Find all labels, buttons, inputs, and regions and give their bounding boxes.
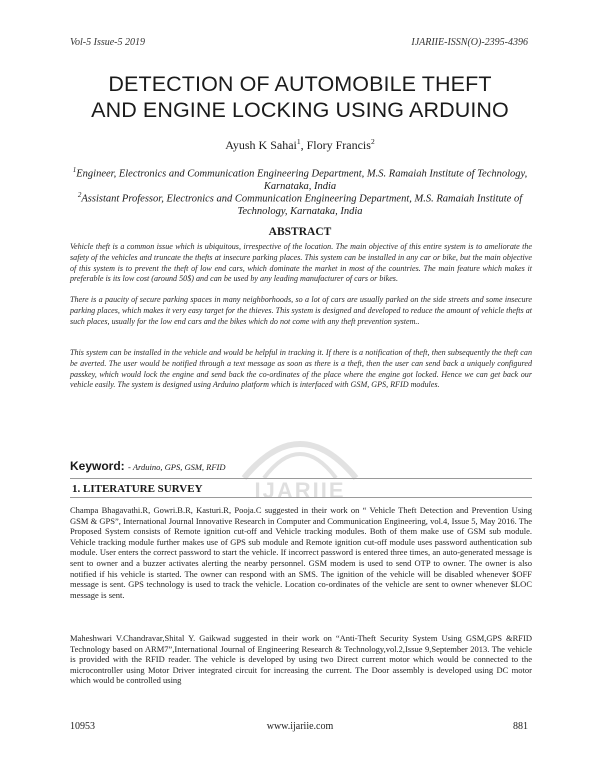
author-separator: , xyxy=(300,138,307,152)
author-list xyxy=(0,137,600,153)
journal-watermark xyxy=(234,420,366,503)
section-heading: 1. LITERATURE SURVEY xyxy=(72,483,203,495)
title-line-1: DETECTION OF AUTOMOBILE THEFT xyxy=(108,72,492,96)
abstract-paragraph-1: Vehicle theft is a common issue which is ubiquitous, irrespective of the location. The main objective of this entire system is to ameliorate the safety of the vehicles and truncate the thefts at insecure parking places. This system can be installed in any car or bike, but the main objective of this system is to prevent the theft of low end cars, which dominate the market in most of the countries. The main feature which makes it preferable is its low cost (around 50$) and can be used by any leading manufacturer of cars or bikes. xyxy=(70,242,532,284)
footer-paper-id: 10953 xyxy=(70,721,95,732)
title-line-2: AND ENGINE LOCKING USING ARDUINO xyxy=(91,98,509,122)
author-2: Flory Francis xyxy=(306,138,371,152)
affiliation-2-text: Assistant Professor, Electronics and Communication Engineering Department, M.S. Ramaiah Institute of Technology, Karnataka, India xyxy=(81,193,523,217)
affiliation-2-mark: 2 xyxy=(77,191,82,199)
section-rule-bottom xyxy=(70,497,532,498)
abstract-heading: ABSTRACT xyxy=(268,226,332,238)
footer-website: www.ijariie.com xyxy=(266,721,334,732)
affiliation-1-text: Engineer, Electronics and Communication Engineering Department, M.S. Ramaiah Institute of Technology, Karnataka, India xyxy=(76,168,528,192)
paper-title xyxy=(0,71,600,123)
journal-issn: IJARIIE-ISSN(O)-2395-4396 xyxy=(411,37,528,48)
keywords xyxy=(70,459,226,474)
author-1: Ayush K Sahai xyxy=(225,138,297,152)
affiliation-1-mark: 1 xyxy=(72,166,77,174)
journal-volume: Vol-5 Issue-5 2019 xyxy=(70,37,145,48)
affiliation-2 xyxy=(70,189,530,219)
abstract-paragraph-2: There is a paucity of secure parking spaces in many neighborhoods, so a lot of cars are usually parked on the side streets and some insecure parking places, which makes it very easy target for the thieves. This system is designed and developed to reduce the amount of vehicle thefts at such places, usually for the low end cars and the bikes which do not come with any theft prevention system.. xyxy=(70,295,532,326)
keywords-text: - Arduino, GPS, GSM, RFID xyxy=(128,462,226,472)
watermark-logo-icon xyxy=(234,420,366,480)
author-1-affil-mark: 1 xyxy=(296,137,301,146)
watermark-text: IJARIIE xyxy=(254,478,346,503)
section-rule-top xyxy=(70,478,532,479)
footer-page-number: 881 xyxy=(513,721,528,732)
body-paragraph-1: Champa Bhagavathi.R, Gowri.B.R, Kasturi.R, Pooja.C suggested in their work on “ Vehicle Theft Detection and Prevention Using GSM & GPS”, International Journal Innovative Research in Computer and Communication Engineering, vol.4, Issue 5, May 2016. The Proposed System consists of Remote ignition cut-off and Vehicle tracking modules. Both of them make use of GSM sub module. Vehicle tracking module further makes use of GPS sub module and Remote ignition cut-off module uses password authentication sub module. User enters the correct password to start the vehicle. If incorrect password is entered three times, an auto-generated message is sent to owner and a buzzer activates alerting the nearby personnel. GSM modem is used to send OTP to owner. The owner is also notified if his vehicle is started. The owner can respond with an SMS. The ignition of the vehicle will be disabled whenever $OFF message is sent. GPS technology is used to track the vehicle. Location co-ordinates of the vehicle are sent to owner whenever $LOC message is sent. xyxy=(70,505,532,600)
abstract-paragraph-3: This system can be installed in the vehicle and would be helpful in tracking it. If there is a notification of theft, then subsequently the theft can be averted. The user would be notified through a text message as soon as there is a theft, then the user can send back a uniquely configured passkey, which would lock the engine and send back the co-ordinates of the place where the engine got locked. Hence we can get back our vehicle easily. The system is designed using Arduino platform which is interfaced with GSM, GPS, RFID modules. xyxy=(70,348,532,390)
author-2-affil-mark: 2 xyxy=(370,137,375,146)
body-paragraph-2: Maheshwari V.Chandravar,Shital Y. Gaikwad suggested in their work on “Anti-Theft Security System Using GSM,GPS &RFID Technology based on ARM7”,International Journal of Engineering Research & Technology,vol.2,Issue 9,September 2013. The vehicle is provided with the RFID reader. The vehicle is developed by using two Direct current motor which would be connected to the microcontroller using Motor Driver integrated circuit for increasing the current. The Door assembly is developed using DC motor which would be controlled using xyxy=(70,633,532,686)
keywords-label: Keyword: xyxy=(70,459,129,473)
